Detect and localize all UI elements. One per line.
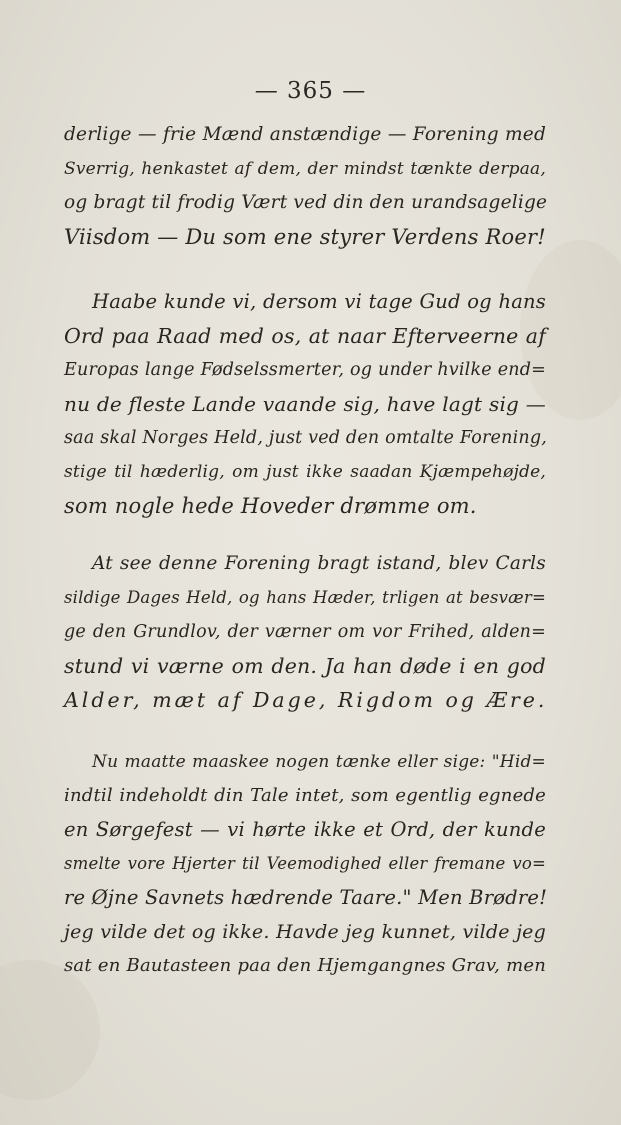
text-line: indtil indeholdt din Tale intet, som egentlig egnede: [64, 785, 546, 806]
text-line: og bragt til frodig Vært ved din den urandsagelige: [64, 192, 548, 213]
text-line: Ord paa Raad med os, at naar Efterveerne af: [64, 324, 546, 348]
text-line: stige til hæderlig, om just ikke saadan Kjæmpehøjde,: [64, 462, 546, 482]
text-line: smelte vore Hjerter til Veemodighed eller fremane vo=: [64, 854, 546, 873]
paragraph-3: [64, 547, 546, 717]
text-line: Alder, mæt af Dage, Rigdom og Ære.: [64, 688, 548, 712]
text-line: sat en Bautasteen paa den Hjemgangnes Grav, men: [64, 955, 546, 976]
text-line: som nogle hede Hoveder drømme om.: [64, 494, 477, 518]
text-line: en Sørgefest — vi hørte ikke et Ord, der kunde: [64, 818, 546, 841]
text-line: stund vi værne om den. Ja han døde i en god: [64, 654, 546, 678]
text-line: nu de fleste Lande vaande sig, have lagt sig —: [64, 392, 546, 416]
text-line: derlige — frie Mænd anstændige — Forening med: [64, 124, 546, 145]
paragraph-2: [64, 285, 546, 523]
text-line: Europas lange Fødselssmerter, og under hvilke end=: [64, 360, 546, 380]
text-line: Haabe kunde vi, dersom vi tage Gud og hans: [92, 290, 546, 313]
text-line: ge den Grundlov, der værner om vor Frihed, alden=: [64, 622, 546, 642]
text-line: re Øjne Savnets hædrende Taare." Men Brødre!: [64, 886, 548, 909]
paragraph-4: [64, 745, 546, 983]
text-line: jeg vilde det og ikke. Havde jeg kunnet, vilde jeg: [64, 921, 546, 943]
text-line: At see denne Forening bragt istand, blev Carls: [92, 553, 546, 574]
paragraph-1: [64, 118, 546, 254]
text-line: saa skal Norges Held, just ved den omtalte Forening,: [64, 428, 548, 448]
text-line: Viisdom — Du som ene styrer Verdens Roer!: [64, 225, 546, 249]
text-line: Sverrig, henkastet af dem, der mindst tænkte derpaa,: [64, 159, 546, 179]
text-line: Nu maatte maaskee nogen tænke eller sige: "Hid=: [92, 752, 546, 772]
page-number: — 365 —: [254, 78, 367, 104]
text-line: sildige Dages Held, og hans Hæder, trligen at besvær=: [64, 588, 546, 607]
